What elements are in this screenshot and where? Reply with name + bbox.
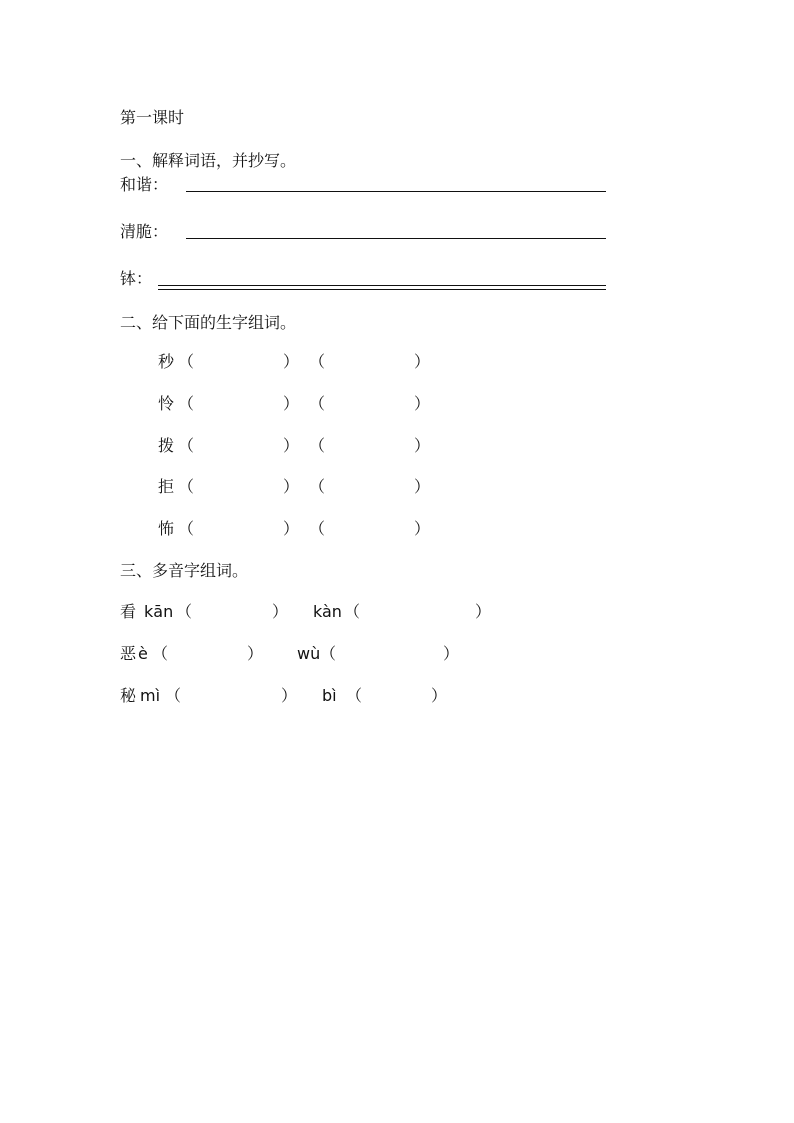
close-paren: ） (283, 477, 300, 496)
open-paren: （ (178, 477, 195, 496)
open-paren: （ (178, 394, 195, 413)
open-paren: （ (320, 644, 337, 663)
pinyin-1: è (138, 644, 148, 663)
pinyin-1: mì (140, 686, 161, 705)
open-paren: （ (309, 436, 326, 455)
answer-line-hexie[interactable] (186, 191, 606, 192)
open-paren: （ (346, 686, 363, 705)
word-char: 怖 (158, 519, 175, 538)
open-paren: （ (309, 477, 326, 496)
close-paren: ） (443, 644, 460, 663)
close-paren: ） (414, 477, 431, 496)
word-char: 拨 (158, 436, 175, 455)
polyphone-char: 看 (120, 602, 137, 621)
pinyin-1: kān (144, 602, 174, 621)
polyphone-char: 秘 (120, 686, 137, 705)
close-paren: ） (281, 686, 298, 705)
term-label-hexie: 和谐： (120, 175, 169, 194)
close-paren: ） (272, 602, 289, 621)
section1-heading: 一、解释词语，并抄写。 (120, 151, 297, 170)
close-paren: ） (414, 519, 431, 538)
word-char: 拒 (158, 477, 175, 496)
answer-line-bo[interactable] (158, 285, 606, 290)
open-paren: （ (176, 602, 193, 621)
open-paren: （ (309, 352, 326, 371)
open-paren: （ (178, 352, 195, 371)
term-label-qingcui: 清脆： (120, 222, 169, 241)
open-paren: （ (309, 394, 326, 413)
term-label-bo: 钵： (120, 269, 153, 288)
pinyin-2: bì (322, 686, 337, 705)
close-paren: ） (414, 352, 431, 371)
close-paren: ） (475, 602, 492, 621)
close-paren: ） (283, 436, 300, 455)
section3-heading: 三、多音字组词。 (120, 561, 249, 580)
close-paren: ） (414, 394, 431, 413)
close-paren: ） (414, 436, 431, 455)
open-paren: （ (165, 686, 182, 705)
open-paren: （ (152, 644, 169, 663)
open-paren: （ (309, 519, 326, 538)
word-char: 秒 (158, 352, 175, 371)
close-paren: ） (283, 352, 300, 371)
open-paren: （ (178, 436, 195, 455)
close-paren: ） (431, 686, 448, 705)
close-paren: ） (247, 644, 264, 663)
lesson-title: 第一课时 (120, 108, 185, 127)
section2-heading: 二、给下面的生字组词。 (120, 313, 297, 332)
word-char: 怜 (158, 394, 175, 413)
open-paren: （ (344, 602, 361, 621)
pinyin-2: wù (297, 644, 321, 663)
open-paren: （ (178, 519, 195, 538)
answer-line-qingcui[interactable] (186, 238, 606, 239)
pinyin-2: kàn (313, 602, 342, 621)
close-paren: ） (283, 394, 300, 413)
polyphone-char: 恶 (120, 644, 137, 663)
close-paren: ） (283, 519, 300, 538)
